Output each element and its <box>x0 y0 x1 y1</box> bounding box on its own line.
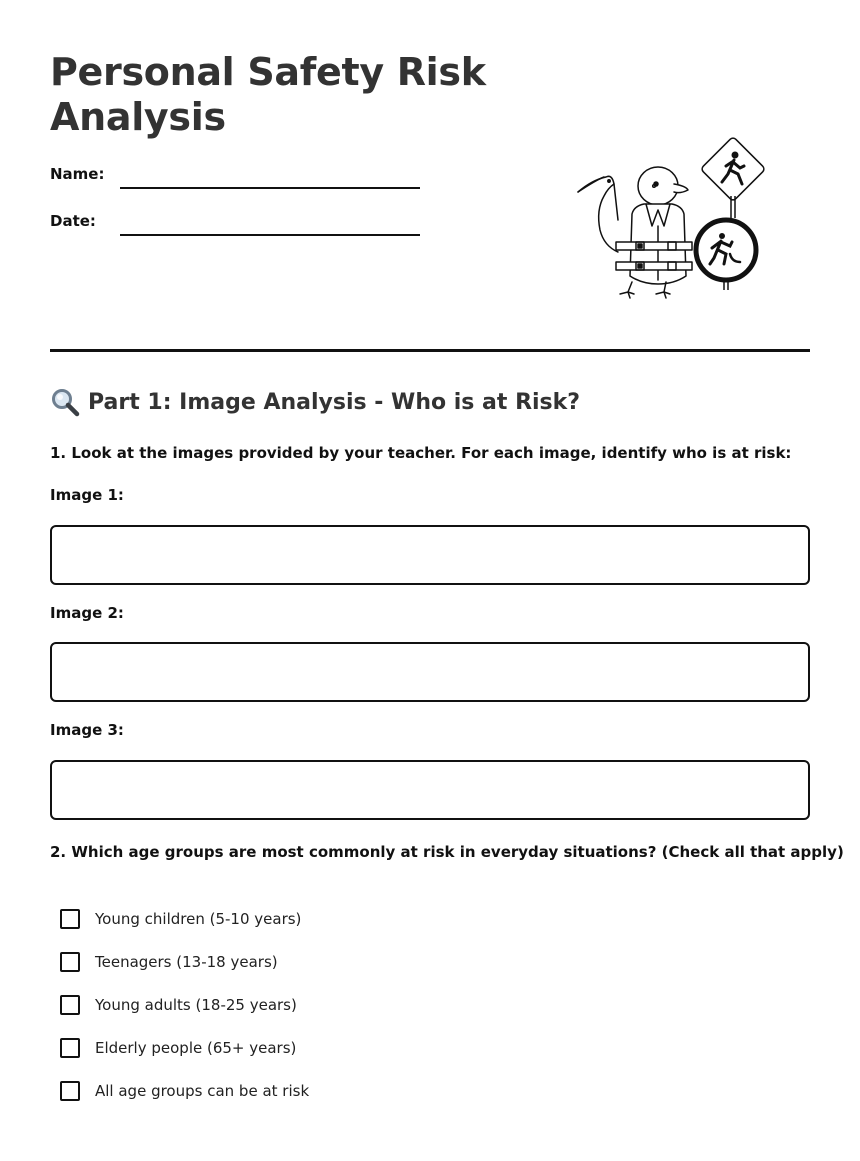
question-1: 1. Look at the images provided by your teacher. For each image, identify who is at risk: <box>50 444 792 462</box>
checkbox[interactable] <box>60 952 80 972</box>
part1-title: Part 1: Image Analysis - Who is at Risk? <box>88 389 581 415</box>
bird-wearing-life-vest-icon <box>578 167 692 298</box>
safety-illustration <box>574 130 770 304</box>
option-label: Young adults (18-25 years) <box>95 996 297 1014</box>
age-option-all-groups[interactable] <box>60 1081 309 1101</box>
name-label: Name: <box>50 165 105 183</box>
section-divider <box>50 349 810 352</box>
image-1-answer-box[interactable] <box>50 525 810 585</box>
question-2: 2. Which age groups are most commonly at risk in everyday situations? (Check all that apply) <box>50 843 844 861</box>
image-2-answer-box[interactable] <box>50 642 810 702</box>
age-option-elderly[interactable] <box>60 1038 296 1058</box>
age-option-young-adults[interactable] <box>60 995 297 1015</box>
page-title-line2: Analysis <box>50 95 226 139</box>
checkbox[interactable] <box>60 1038 80 1058</box>
magnifying-glass-icon <box>50 387 80 417</box>
age-option-young-children[interactable] <box>60 909 301 929</box>
checkbox[interactable] <box>60 995 80 1015</box>
date-label: Date: <box>50 212 96 230</box>
option-label: All age groups can be at risk <box>95 1082 310 1100</box>
option-label: Young children (5-10 years) <box>95 910 302 928</box>
age-option-teenagers[interactable] <box>60 952 278 972</box>
checkbox[interactable] <box>60 1081 80 1101</box>
image-1-label: Image 1: <box>50 486 124 504</box>
image-2-label: Image 2: <box>50 604 124 622</box>
option-label: Elderly people (65+ years) <box>95 1039 297 1057</box>
name-field-line[interactable] <box>120 187 420 189</box>
part1-heading <box>50 387 580 417</box>
checkbox[interactable] <box>60 909 80 929</box>
page-title <box>50 50 490 140</box>
pedestrian-crossing-sign-icon <box>696 136 766 290</box>
image-3-label: Image 3: <box>50 721 124 739</box>
date-field-line[interactable] <box>120 234 420 236</box>
image-3-answer-box[interactable] <box>50 760 810 820</box>
option-label: Teenagers (13-18 years) <box>95 953 278 971</box>
page-title-line1: Personal Safety Risk <box>50 50 486 94</box>
